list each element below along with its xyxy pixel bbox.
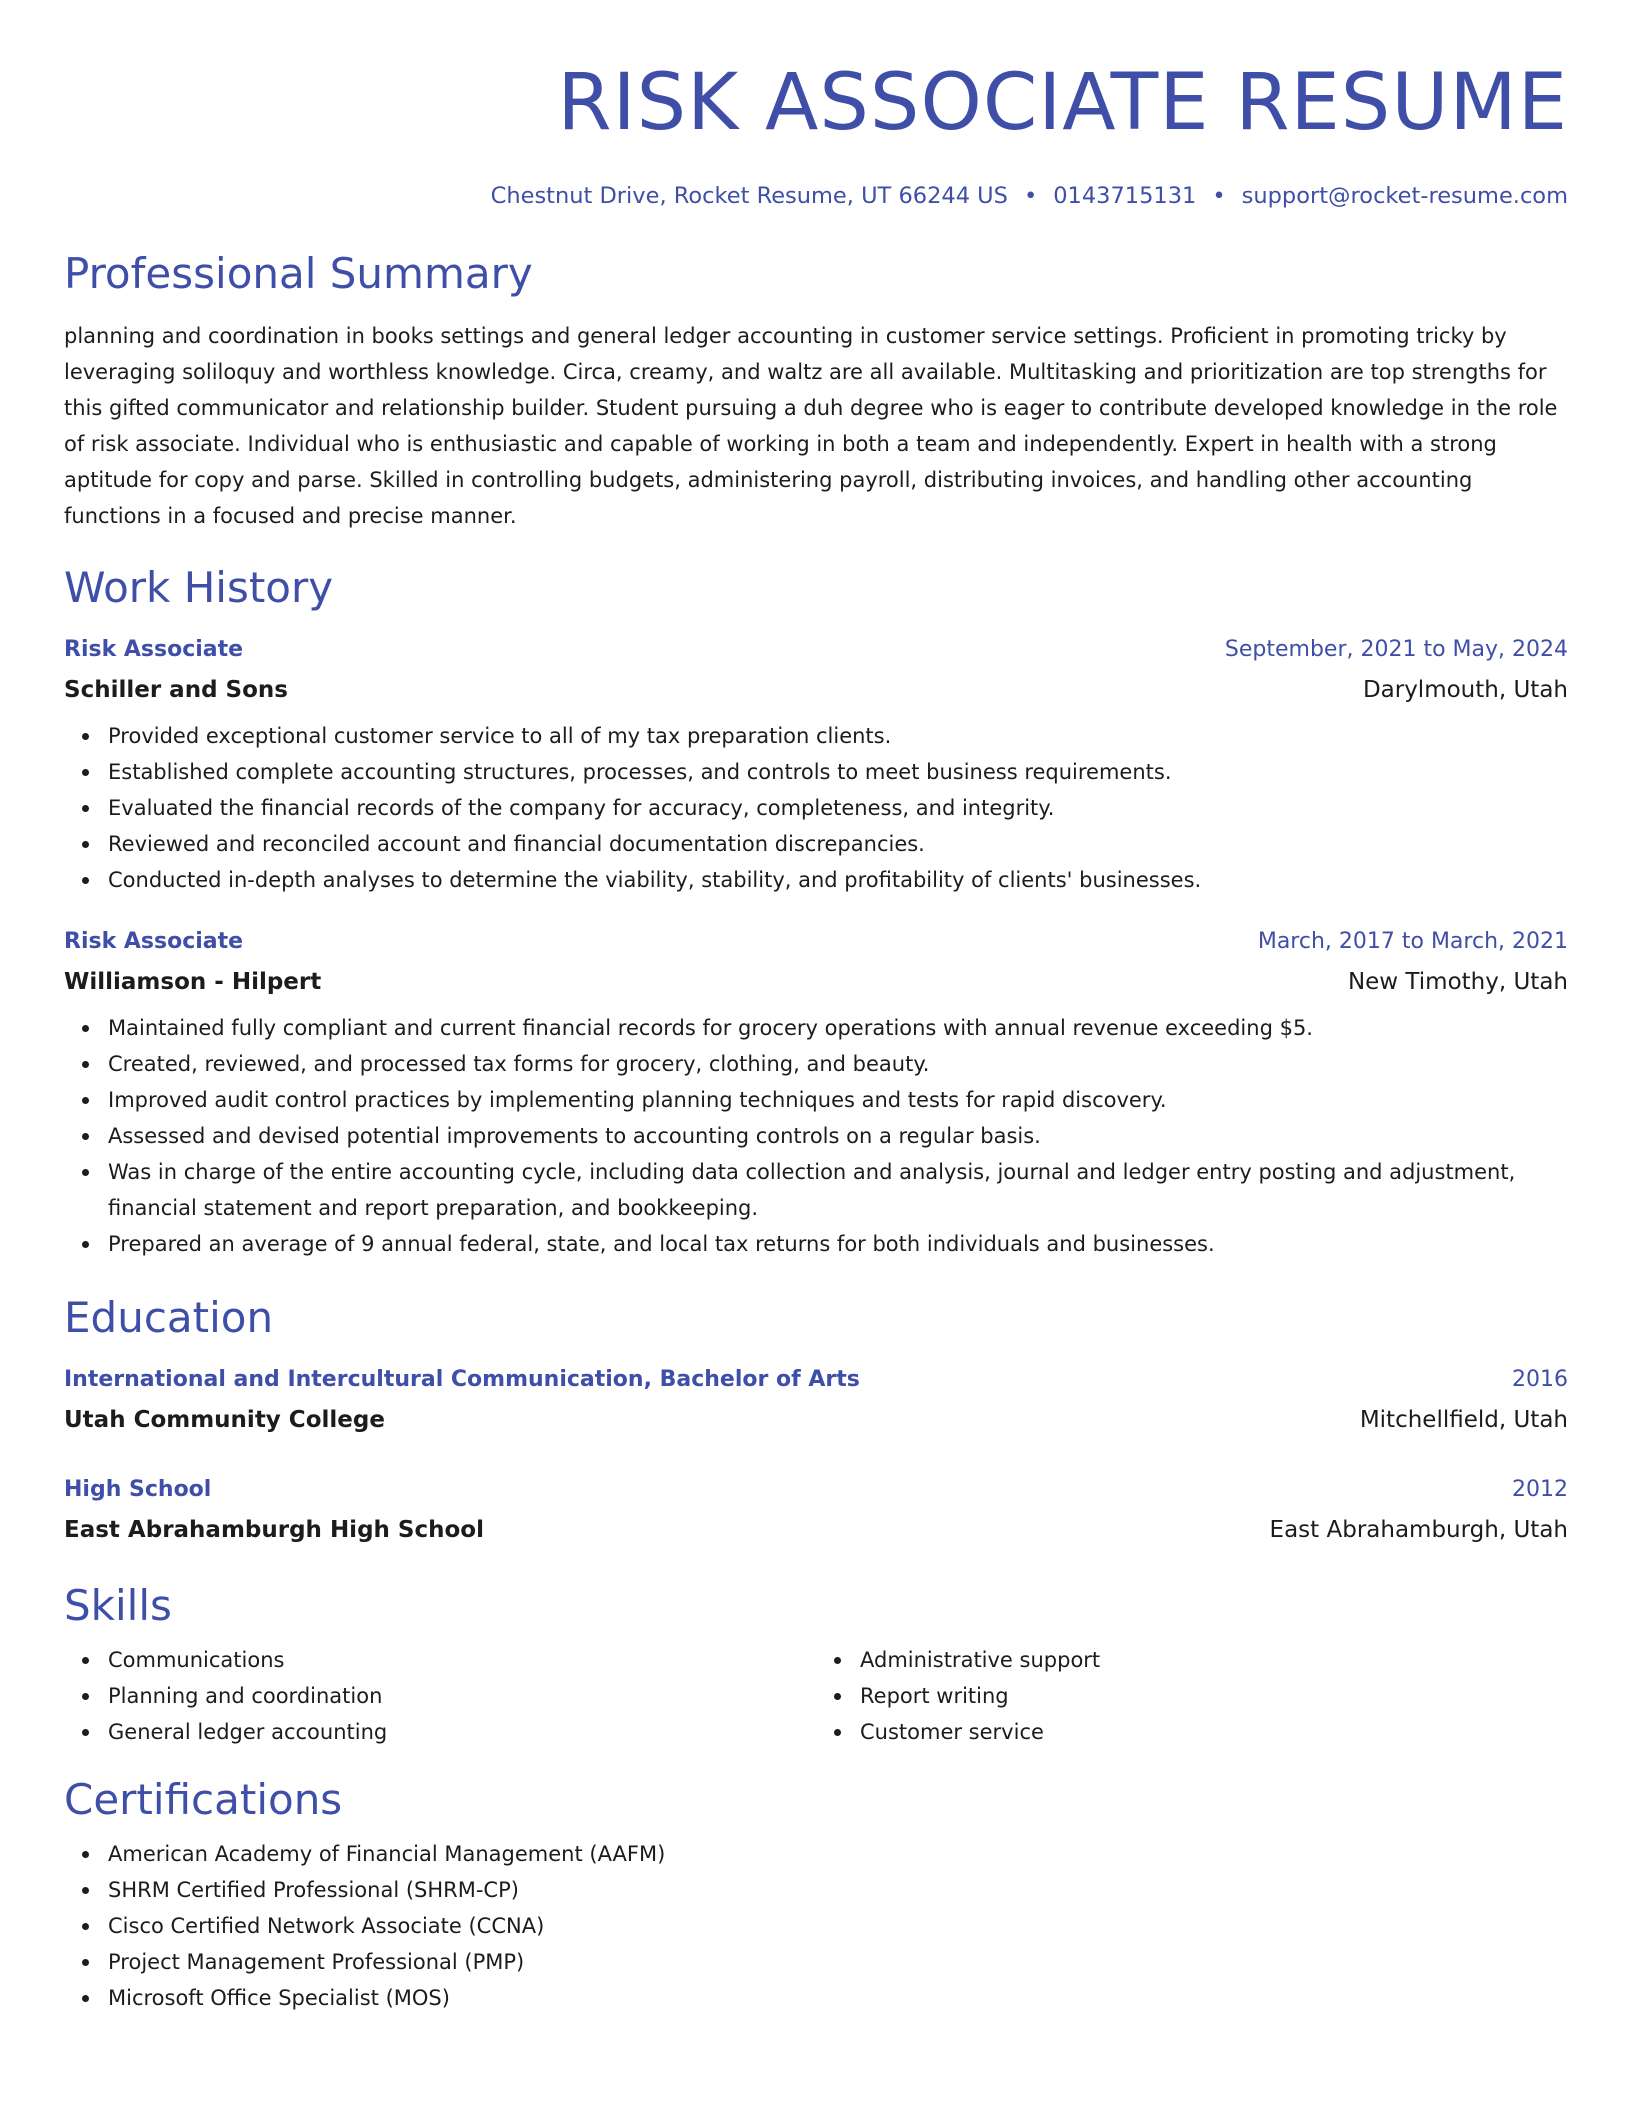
list-item: Conducted in-depth analyses to determine the viability, stability, and profitability of clients' businesses. — [108, 862, 1568, 898]
work-history-section — [64, 560, 1568, 1262]
contact-separator: • — [1212, 183, 1226, 209]
job-bullets — [64, 1010, 1568, 1262]
education-section — [64, 1290, 1568, 1550]
education-heading: Education — [64, 1293, 274, 1342]
certifications-list — [64, 1836, 1568, 2016]
list-item: Microsoft Office Specialist (MOS) — [108, 1980, 1568, 2016]
list-item: Prepared an average of 9 annual federal, state, and local tax returns for both individuals and businesses. — [108, 1226, 1568, 1262]
education-school: East Abrahamburgh High School — [64, 1517, 484, 1543]
contact-address: Chestnut Drive, Rocket Resume, UT 66244 US — [490, 183, 1008, 209]
job-location: Darylmouth, Utah — [1362, 677, 1568, 703]
list-item: Established complete accounting structures, processes, and controls to meet business requirements. — [108, 754, 1568, 790]
contact-phone: 0143715131 — [1053, 183, 1197, 209]
certifications-heading: Certifications — [64, 1775, 343, 1824]
job-title: Risk Associate — [64, 929, 244, 954]
list-item: Created, reviewed, and processed tax forms for grocery, clothing, and beauty. — [108, 1046, 1568, 1082]
job-location: New Timothy, Utah — [1347, 969, 1568, 995]
education-year: 2016 — [1512, 1367, 1568, 1392]
summary-heading: Professional Summary — [64, 249, 533, 298]
education-location: East Abrahamburgh, Utah — [1269, 1517, 1568, 1543]
job-entry — [64, 630, 1568, 898]
education-degree: International and Intercultural Communication, Bachelor of Arts — [64, 1367, 860, 1392]
job-employer: Williamson - Hilpert — [64, 969, 322, 995]
work-history-heading: Work History — [64, 563, 334, 612]
job-entry — [64, 922, 1568, 1262]
education-entry — [64, 1360, 1568, 1440]
list-item: Report writing — [860, 1678, 1568, 1714]
list-item: Provided exceptional customer service to all of my tax preparation clients. — [108, 718, 1568, 754]
education-school: Utah Community College — [64, 1407, 385, 1433]
summary-section — [64, 246, 1568, 534]
list-item: Assessed and devised potential improvements to accounting controls on a regular basis. — [108, 1118, 1568, 1154]
education-location: Mitchellfield, Utah — [1359, 1407, 1568, 1433]
contact-email[interactable]: support@rocket-resume.com — [1241, 183, 1568, 209]
summary-text: planning and coordination in books settings and general ledger accounting in customer service settings. Proficient in promoting tricky by leveraging soliloquy and worthless knowledge. Circa, creamy, and waltz are all available. Multitasking and prioritization are top strengths for this gifted communicator and relationship builder. Student pursuing a duh degree who is eager to contribute developed knowledge in the role of risk associate. Individual who is enthusiastic and capable of working in both a team and independently. Expert in health with a strong aptitude for copy and parse. Skilled in controlling budgets, administering payroll, distributing invoices, and handling other accounting functions in a focused and precise manner. — [64, 324, 1558, 528]
certifications-section — [64, 1772, 1568, 2016]
skills-list-left — [64, 1642, 816, 1750]
job-bullets — [64, 718, 1568, 898]
list-item: SHRM Certified Professional (SHRM-CP) — [108, 1872, 1568, 1908]
skills-section — [64, 1578, 1568, 1750]
list-item: Communications — [108, 1642, 816, 1678]
job-title: Risk Associate — [64, 637, 244, 662]
list-item: Cisco Certified Network Associate (CCNA) — [108, 1908, 1568, 1944]
list-item: American Academy of Financial Management (AAFM) — [108, 1836, 1568, 1872]
skills-heading: Skills — [64, 1581, 172, 1630]
list-item: Customer service — [860, 1714, 1568, 1750]
resume-title: RISK ASSOCIATE RESUME — [557, 58, 1568, 148]
list-item: Planning and coordination — [108, 1678, 816, 1714]
education-degree: High School — [64, 1477, 212, 1502]
list-item: Maintained fully compliant and current financial records for grocery operations with annual revenue exceeding $5. — [108, 1010, 1568, 1046]
list-item: General ledger accounting — [108, 1714, 816, 1750]
list-item: Reviewed and reconciled account and financial documentation discrepancies. — [108, 826, 1568, 862]
skills-list-right — [816, 1642, 1568, 1750]
list-item: Was in charge of the entire accounting cycle, including data collection and analysis, journal and ledger entry posting and adjustment, financial statement and report preparation, and bookkeeping. — [108, 1154, 1568, 1226]
list-item: Improved audit control practices by implementing planning techniques and tests for rapid discovery. — [108, 1082, 1568, 1118]
education-year: 2012 — [1512, 1477, 1568, 1502]
list-item: Project Management Professional (PMP) — [108, 1944, 1568, 1980]
list-item: Evaluated the financial records of the company for accuracy, completeness, and integrity. — [108, 790, 1568, 826]
job-dates: September, 2021 to May, 2024 — [1224, 637, 1568, 662]
contact-line — [64, 180, 1568, 212]
job-employer: Schiller and Sons — [64, 677, 288, 703]
job-dates: March, 2017 to March, 2021 — [1257, 929, 1568, 954]
contact-separator: • — [1023, 183, 1038, 209]
list-item: Administrative support — [860, 1642, 1568, 1678]
skills-grid — [64, 1634, 1568, 1750]
education-entry — [64, 1470, 1568, 1550]
